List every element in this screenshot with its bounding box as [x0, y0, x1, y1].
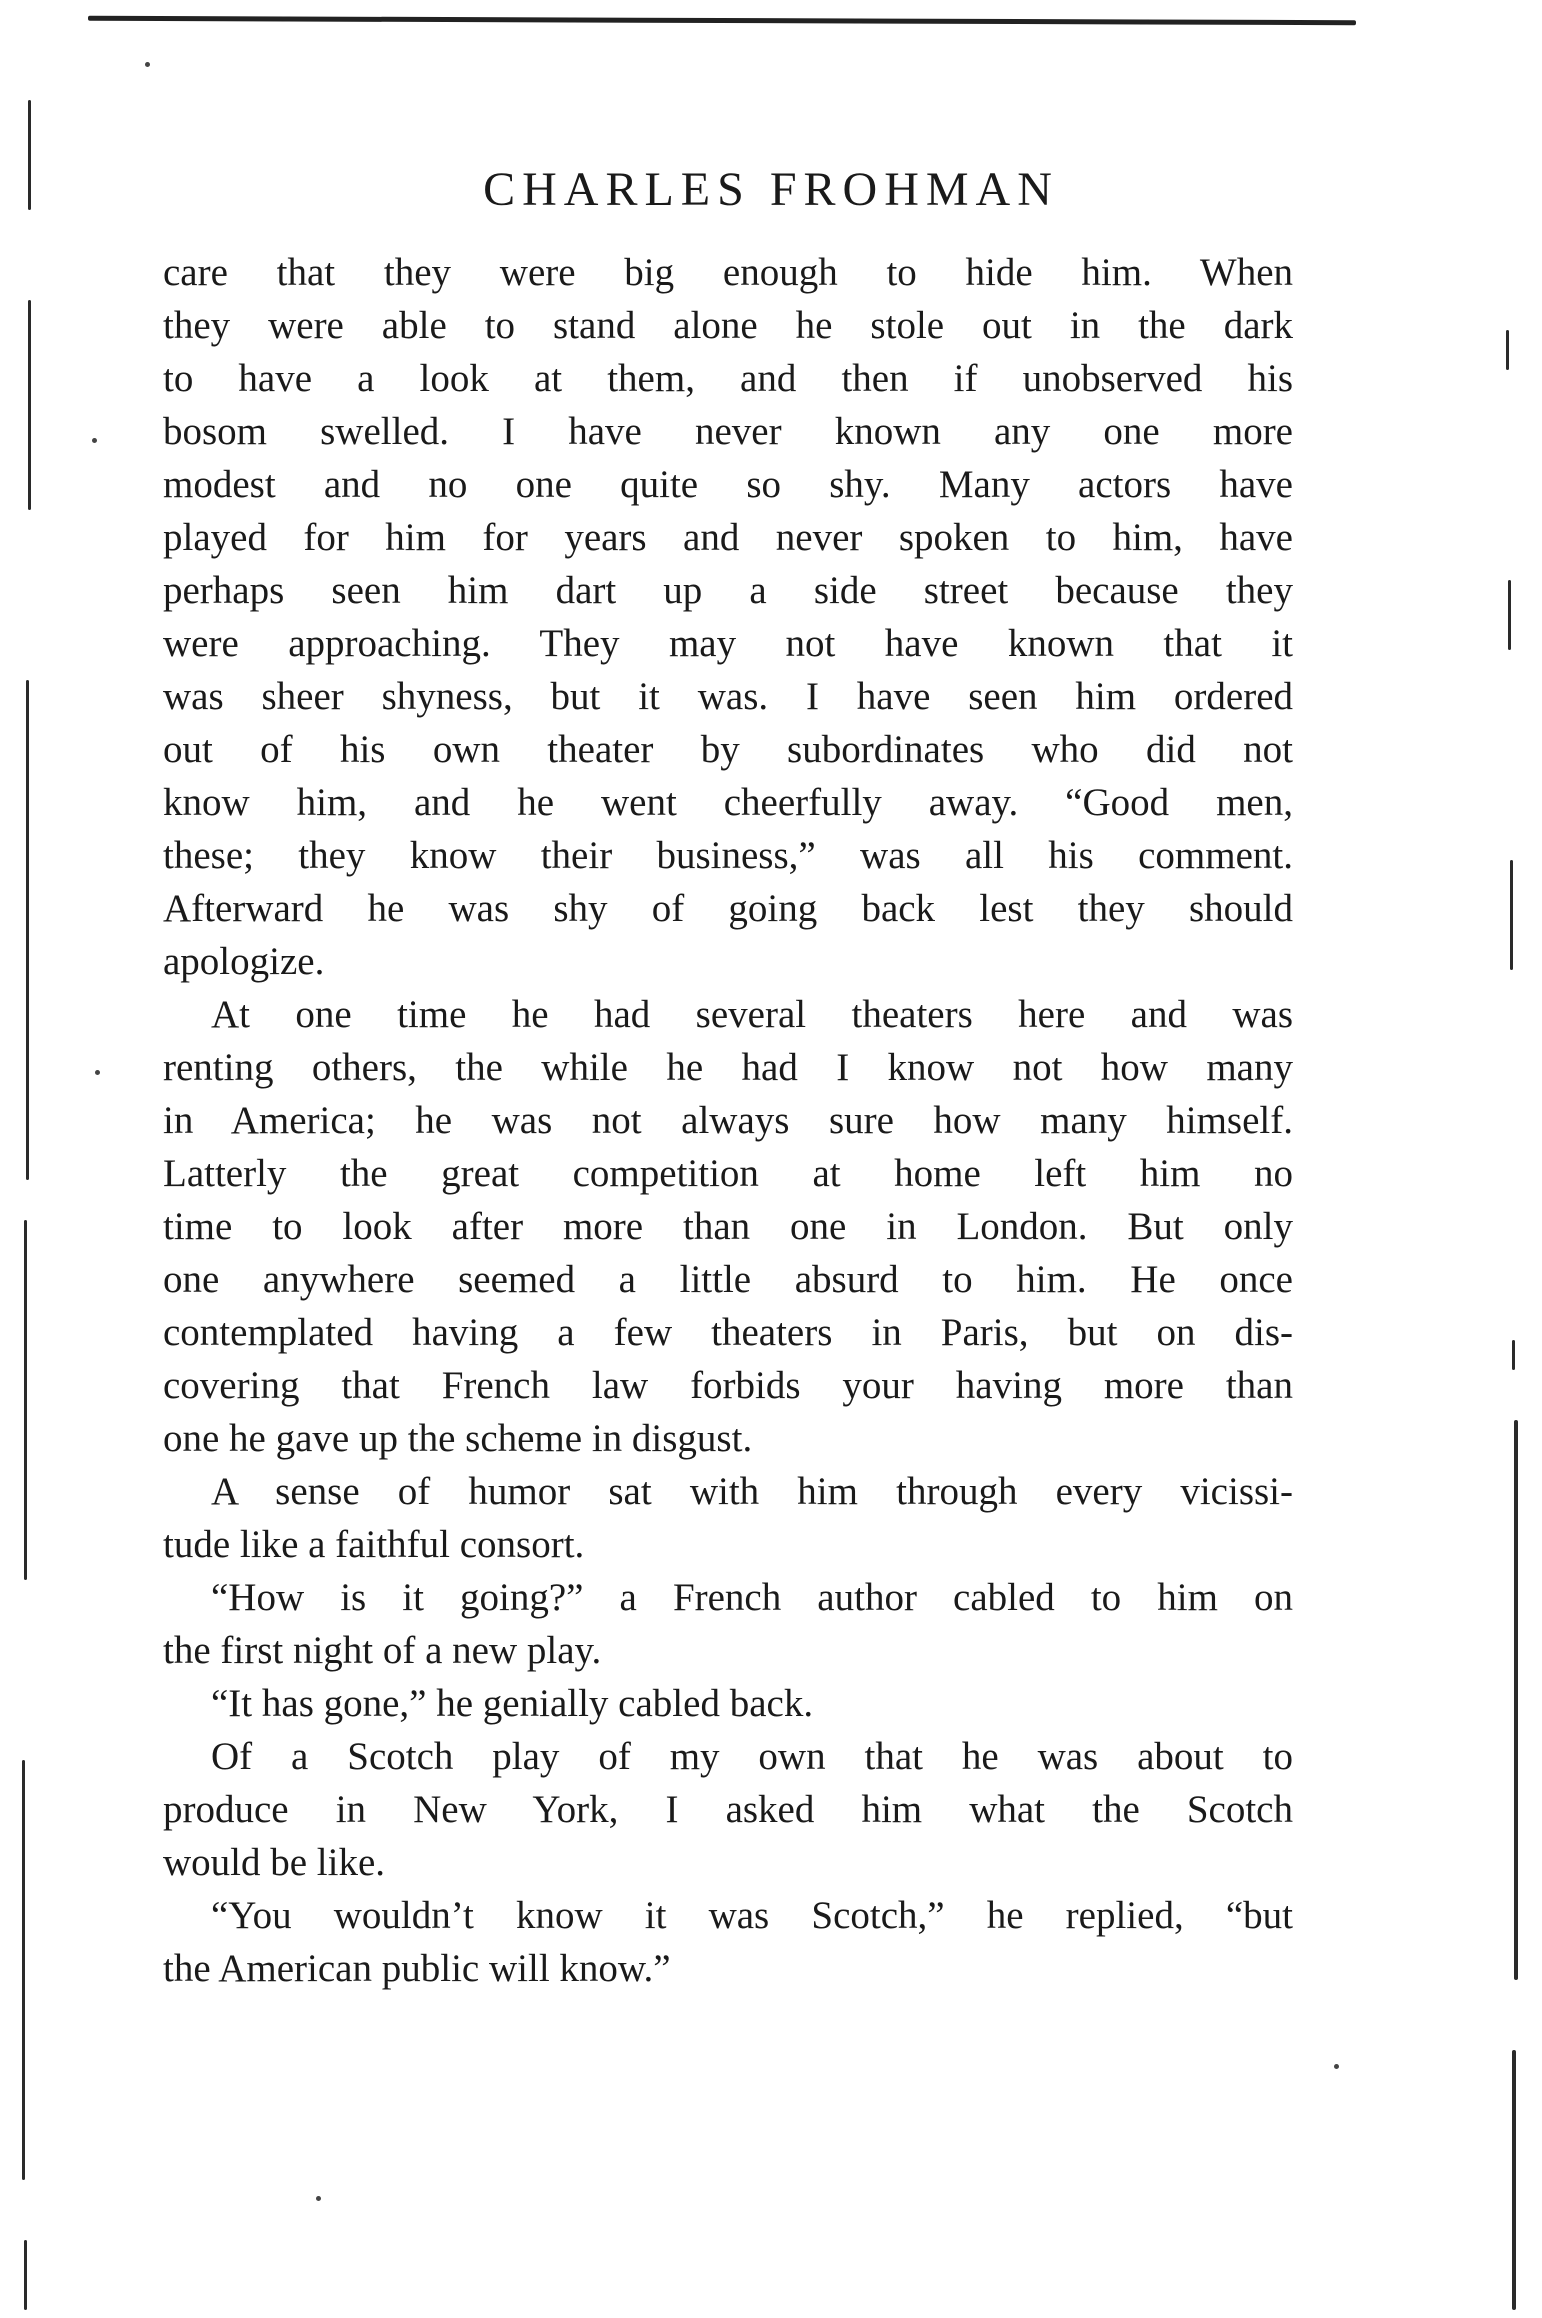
- scan-speck: [145, 62, 150, 67]
- paragraph: [163, 1730, 1293, 1889]
- right-edge-mark: [1506, 330, 1509, 370]
- text-line: care that they were big enough to hide him. When: [163, 251, 1293, 294]
- right-edge-mark: [1510, 860, 1513, 970]
- paragraph: [163, 246, 1293, 988]
- left-edge-mark: [26, 680, 29, 1180]
- text-line: contemplated having a few theaters in Paris, but on dis-: [163, 1311, 1293, 1354]
- text-line: apologize.: [163, 940, 325, 983]
- text-line: Latterly the great competition at home left him no: [163, 1152, 1293, 1195]
- text-line: A sense of humor sat with him through every vicissi-: [211, 1470, 1293, 1513]
- text-line: At one time he had several theaters here and was: [211, 993, 1293, 1036]
- left-edge-mark: [24, 1220, 27, 1580]
- text-line: renting others, the while he had I know not how many: [163, 1046, 1293, 1089]
- text-line: bosom swelled. I have never known any one more: [163, 410, 1293, 453]
- right-edge-mark: [1514, 1420, 1518, 1980]
- text-line: to have a look at them, and then if unobserved his: [163, 357, 1293, 400]
- text-line: the American public will know.”: [163, 1947, 671, 1990]
- text-line: these; they know their business,” was all his comment.: [163, 834, 1293, 877]
- scan-speck: [316, 2196, 321, 2201]
- running-head: CHARLES FROHMAN: [483, 163, 1059, 216]
- text-line: one anywhere seemed a little absurd to him. He once: [163, 1258, 1293, 1301]
- text-line: modest and no one quite so shy. Many actors have: [163, 463, 1293, 506]
- text-line: in America; he was not always sure how many himself.: [163, 1099, 1293, 1142]
- text-line: know him, and he went cheerfully away. “Good men,: [163, 781, 1293, 824]
- text-line: Afterward he was shy of going back lest they should: [163, 887, 1293, 930]
- text-line: covering that French law forbids your having more than: [163, 1364, 1293, 1407]
- right-edge-mark: [1512, 2050, 1516, 2310]
- left-edge-mark: [24, 2240, 27, 2310]
- text-line: Of a Scotch play of my own that he was about to: [211, 1735, 1293, 1778]
- left-edge-mark: [22, 1760, 25, 2180]
- paragraph: [163, 1889, 1293, 1995]
- right-edge-mark: [1512, 1340, 1515, 1370]
- text-line: produce in New York, I asked him what the Scotch: [163, 1788, 1293, 1831]
- text-line: time to look after more than one in London. But only: [163, 1205, 1293, 1248]
- text-line: “You wouldn’t know it was Scotch,” he replied, “but: [211, 1894, 1293, 1937]
- text-line: would be like.: [163, 1841, 386, 1884]
- paragraph: [163, 1465, 1293, 1571]
- right-edge-mark: [1508, 580, 1511, 650]
- text-line: played for him for years and never spoken to him, have: [163, 516, 1293, 559]
- paragraph: [163, 1571, 1293, 1677]
- text-line: “It has gone,” he genially cabled back.: [211, 1682, 814, 1725]
- body-text: [163, 246, 1293, 1995]
- text-line: out of his own theater by subordinates who did not: [163, 728, 1293, 771]
- scan-speck: [1334, 2064, 1339, 2069]
- left-edge-mark: [28, 300, 31, 510]
- scan-speck: [95, 1070, 100, 1075]
- text-line: they were able to stand alone he stole out in the dark: [163, 304, 1293, 347]
- scan-speck: [92, 438, 97, 443]
- text-line: were approaching. They may not have known that it: [163, 622, 1293, 665]
- top-rule: [88, 16, 1356, 25]
- text-line: the first night of a new play.: [163, 1629, 602, 1672]
- text-line: perhaps seen him dart up a side street because they: [163, 569, 1293, 612]
- paragraph: [163, 1677, 1293, 1730]
- text-line: “How is it going?” a French author cabled to him on: [211, 1576, 1293, 1619]
- text-line: tude like a faithful consort.: [163, 1523, 585, 1566]
- text-line: one he gave up the scheme in disgust.: [163, 1417, 753, 1460]
- paragraph: [163, 988, 1293, 1465]
- text-line: was sheer shyness, but it was. I have seen him ordered: [163, 675, 1293, 718]
